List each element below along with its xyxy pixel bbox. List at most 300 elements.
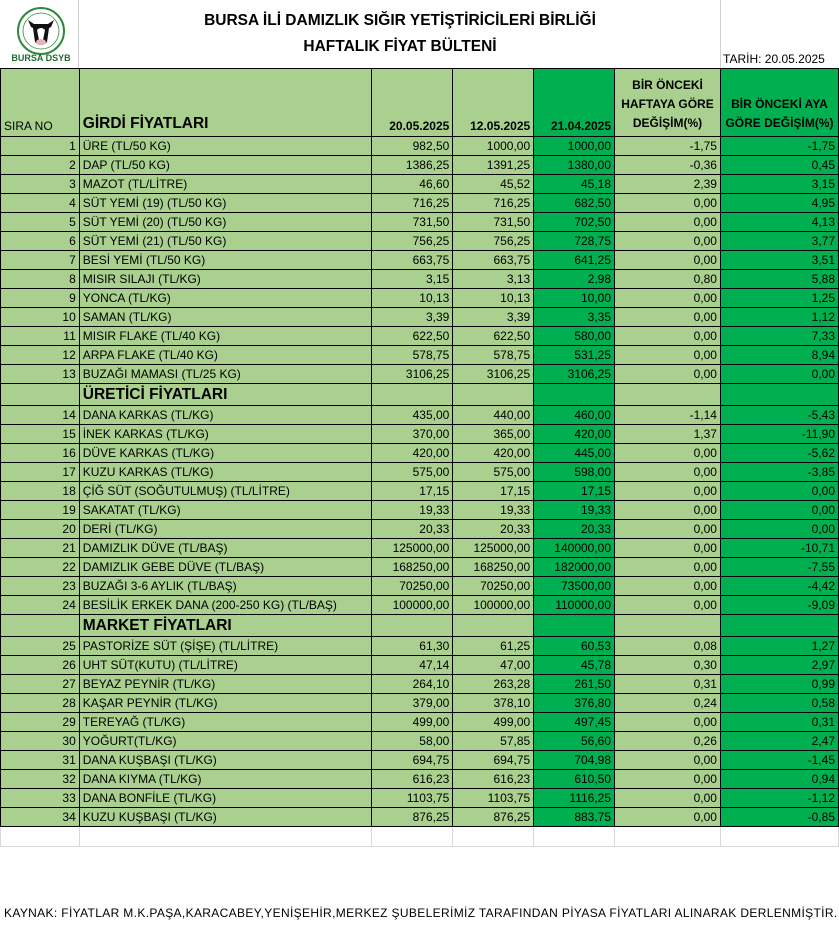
col-monthly-change-line: GÖRE DEĞİŞİM(%) bbox=[725, 116, 834, 130]
table-row bbox=[1, 156, 839, 175]
price-date-3: 45,78 bbox=[534, 656, 615, 675]
price-date-1: 125000,00 bbox=[372, 539, 453, 558]
price-date-2: 100000,00 bbox=[453, 596, 534, 615]
table-row bbox=[1, 270, 839, 289]
weekly-change: 2,39 bbox=[615, 175, 721, 194]
monthly-change: -3,85 bbox=[720, 463, 838, 482]
item-name: DÜVE KARKAS (TL/KG) bbox=[79, 444, 372, 463]
weekly-change: 0,00 bbox=[615, 213, 721, 232]
section-spacer bbox=[720, 384, 838, 406]
monthly-change: 1,25 bbox=[720, 289, 838, 308]
price-date-3: 17,15 bbox=[534, 482, 615, 501]
item-name: ÜRE (TL/50 KG) bbox=[79, 137, 372, 156]
price-date-2: 365,00 bbox=[453, 425, 534, 444]
table-row bbox=[1, 656, 839, 675]
price-date-3: 3,35 bbox=[534, 308, 615, 327]
price-date-2: 1391,25 bbox=[453, 156, 534, 175]
blank-cell bbox=[720, 827, 838, 847]
price-date-3: 580,00 bbox=[534, 327, 615, 346]
price-date-2: 17,15 bbox=[453, 482, 534, 501]
price-date-1: 370,00 bbox=[372, 425, 453, 444]
blank-cell bbox=[615, 827, 721, 847]
price-date-2: 61,25 bbox=[453, 637, 534, 656]
price-date-3: 704,98 bbox=[534, 751, 615, 770]
row-number: 21 bbox=[1, 539, 80, 558]
header-divider bbox=[720, 0, 721, 68]
section-spacer bbox=[615, 615, 721, 637]
price-date-2: 70250,00 bbox=[453, 577, 534, 596]
price-date-1: 379,00 bbox=[372, 694, 453, 713]
section-spacer bbox=[615, 384, 721, 406]
header-row bbox=[1, 69, 839, 137]
row-number: 12 bbox=[1, 346, 80, 365]
header-divider bbox=[78, 0, 79, 68]
price-date-2: 756,25 bbox=[453, 232, 534, 251]
weekly-change: -1,14 bbox=[615, 406, 721, 425]
price-date-3: 3106,25 bbox=[534, 365, 615, 384]
item-name: UHT SÜT(KUTU) (TL/LİTRE) bbox=[79, 656, 372, 675]
row-number: 7 bbox=[1, 251, 80, 270]
price-date-2: 694,75 bbox=[453, 751, 534, 770]
monthly-change: 0,94 bbox=[720, 770, 838, 789]
price-date-1: 420,00 bbox=[372, 444, 453, 463]
price-date-3: 641,25 bbox=[534, 251, 615, 270]
weekly-change: 0,08 bbox=[615, 637, 721, 656]
monthly-change: -9,09 bbox=[720, 596, 838, 615]
price-date-3: 140000,00 bbox=[534, 539, 615, 558]
section-spacer bbox=[720, 615, 838, 637]
price-date-3: 73500,00 bbox=[534, 577, 615, 596]
item-name: DAP (TL/50 KG) bbox=[79, 156, 372, 175]
price-date-1: 578,75 bbox=[372, 346, 453, 365]
item-name: MAZOT (TL/LİTRE) bbox=[79, 175, 372, 194]
monthly-change: 0,58 bbox=[720, 694, 838, 713]
weekly-change: 1,37 bbox=[615, 425, 721, 444]
row-number: 3 bbox=[1, 175, 80, 194]
price-date-3: 497,45 bbox=[534, 713, 615, 732]
item-name: SÜT YEMİ (20) (TL/50 KG) bbox=[79, 213, 372, 232]
monthly-change: 2,47 bbox=[720, 732, 838, 751]
section-row bbox=[1, 384, 839, 406]
price-date-3: 60,53 bbox=[534, 637, 615, 656]
weekly-change: 0,00 bbox=[615, 770, 721, 789]
price-date-2: 440,00 bbox=[453, 406, 534, 425]
weekly-change: 0,00 bbox=[615, 789, 721, 808]
weekly-change: 0,00 bbox=[615, 365, 721, 384]
row-number: 11 bbox=[1, 327, 80, 346]
section-spacer bbox=[453, 615, 534, 637]
price-date-3: 1380,00 bbox=[534, 156, 615, 175]
table-row bbox=[1, 194, 839, 213]
item-name: DERİ (TL/KG) bbox=[79, 520, 372, 539]
blank-cell bbox=[372, 827, 453, 847]
row-number: 19 bbox=[1, 501, 80, 520]
bulletin-title: BURSA İLİ DAMIZLIK SIĞIR YETİŞTİRİCİLERİ BİRLİĞİ bbox=[204, 12, 596, 29]
price-date-2: 45,52 bbox=[453, 175, 534, 194]
price-date-3: 376,80 bbox=[534, 694, 615, 713]
table-row bbox=[1, 175, 839, 194]
price-date-1: 46,60 bbox=[372, 175, 453, 194]
row-number: 10 bbox=[1, 308, 80, 327]
price-table bbox=[0, 68, 839, 847]
price-date-1: 3106,25 bbox=[372, 365, 453, 384]
price-date-3: 261,50 bbox=[534, 675, 615, 694]
table-row bbox=[1, 732, 839, 751]
price-date-1: 3,15 bbox=[372, 270, 453, 289]
price-date-3: 702,50 bbox=[534, 213, 615, 232]
table-row bbox=[1, 251, 839, 270]
row-number: 27 bbox=[1, 675, 80, 694]
price-date-2: 20,33 bbox=[453, 520, 534, 539]
weekly-change: 0,00 bbox=[615, 308, 721, 327]
monthly-change: -11,90 bbox=[720, 425, 838, 444]
table-row bbox=[1, 137, 839, 156]
item-name: SÜT YEMİ (21) (TL/50 KG) bbox=[79, 232, 372, 251]
item-name: DANA KARKAS (TL/KG) bbox=[79, 406, 372, 425]
weekly-change: -0,36 bbox=[615, 156, 721, 175]
price-date-1: 575,00 bbox=[372, 463, 453, 482]
price-date-1: 3,39 bbox=[372, 308, 453, 327]
table-row bbox=[1, 501, 839, 520]
item-name: YOĞURT(TL/KG) bbox=[79, 732, 372, 751]
monthly-change: 0,45 bbox=[720, 156, 838, 175]
price-date-1: 61,30 bbox=[372, 637, 453, 656]
price-date-1: 70250,00 bbox=[372, 577, 453, 596]
price-date-1: 20,33 bbox=[372, 520, 453, 539]
price-date-1: 616,23 bbox=[372, 770, 453, 789]
price-date-2: 125000,00 bbox=[453, 539, 534, 558]
monthly-change: -1,45 bbox=[720, 751, 838, 770]
blank-cell bbox=[79, 827, 372, 847]
weekly-change: 0,00 bbox=[615, 346, 721, 365]
item-name: DAMIZLIK GEBE DÜVE (TL/BAŞ) bbox=[79, 558, 372, 577]
item-name: DANA KIYMA (TL/KG) bbox=[79, 770, 372, 789]
monthly-change: 0,99 bbox=[720, 675, 838, 694]
weekly-change: 0,00 bbox=[615, 713, 721, 732]
price-date-1: 19,33 bbox=[372, 501, 453, 520]
blank-cell bbox=[534, 827, 615, 847]
monthly-change: 1,12 bbox=[720, 308, 838, 327]
section-row bbox=[1, 615, 839, 637]
monthly-change: 7,33 bbox=[720, 327, 838, 346]
weekly-change: 0,30 bbox=[615, 656, 721, 675]
row-number: 31 bbox=[1, 751, 80, 770]
table-row bbox=[1, 482, 839, 501]
price-date-3: 460,00 bbox=[534, 406, 615, 425]
table-row bbox=[1, 463, 839, 482]
price-date-2: 663,75 bbox=[453, 251, 534, 270]
monthly-change: -10,71 bbox=[720, 539, 838, 558]
price-date-1: 100000,00 bbox=[372, 596, 453, 615]
price-date-1: 58,00 bbox=[372, 732, 453, 751]
row-number: 14 bbox=[1, 406, 80, 425]
weekly-change: 0,00 bbox=[615, 327, 721, 346]
item-name: DANA BONFİLE (TL/KG) bbox=[79, 789, 372, 808]
row-number: 18 bbox=[1, 482, 80, 501]
price-date-3: 598,00 bbox=[534, 463, 615, 482]
table-row bbox=[1, 346, 839, 365]
row-number: 1 bbox=[1, 137, 80, 156]
item-name: ÇİĞ SÜT (SOĞUTULMUŞ) (TL/LİTRE) bbox=[79, 482, 372, 501]
row-number: 20 bbox=[1, 520, 80, 539]
weekly-change: 0,00 bbox=[615, 808, 721, 827]
section-spacer bbox=[372, 615, 453, 637]
table-row bbox=[1, 675, 839, 694]
price-date-2: 3106,25 bbox=[453, 365, 534, 384]
table-row bbox=[1, 444, 839, 463]
price-date-2: 616,23 bbox=[453, 770, 534, 789]
monthly-change: 0,31 bbox=[720, 713, 838, 732]
price-date-2: 3,39 bbox=[453, 308, 534, 327]
row-number: 16 bbox=[1, 444, 80, 463]
price-date-2: 57,85 bbox=[453, 732, 534, 751]
weekly-change: 0,00 bbox=[615, 463, 721, 482]
table-row bbox=[1, 425, 839, 444]
price-date-2: 1103,75 bbox=[453, 789, 534, 808]
weekly-change: 0,31 bbox=[615, 675, 721, 694]
weekly-change: 0,00 bbox=[615, 577, 721, 596]
price-date-3: 610,50 bbox=[534, 770, 615, 789]
item-name: ARPA FLAKE (TL/40 KG) bbox=[79, 346, 372, 365]
weekly-change: 0,00 bbox=[615, 558, 721, 577]
row-number: 24 bbox=[1, 596, 80, 615]
monthly-change: -0,85 bbox=[720, 808, 838, 827]
price-date-1: 17,15 bbox=[372, 482, 453, 501]
section-title-girdi: GİRDİ FİYATLARI bbox=[79, 69, 372, 137]
blank-cell bbox=[453, 827, 534, 847]
row-number: 6 bbox=[1, 232, 80, 251]
section-spacer bbox=[1, 384, 80, 406]
item-name: PASTORİZE SÜT (ŞİŞE) (TL/LİTRE) bbox=[79, 637, 372, 656]
price-date-3: 45,18 bbox=[534, 175, 615, 194]
price-date-3: 2,98 bbox=[534, 270, 615, 289]
section-spacer bbox=[372, 384, 453, 406]
bulletin-subtitle: HAFTALIK FİYAT BÜLTENİ bbox=[303, 38, 497, 55]
section-title: MARKET FİYATLARI bbox=[79, 615, 372, 637]
price-date-1: 663,75 bbox=[372, 251, 453, 270]
monthly-change: -1,12 bbox=[720, 789, 838, 808]
item-name: BUZAĞI MAMASI (TL/25 KG) bbox=[79, 365, 372, 384]
table-row bbox=[1, 213, 839, 232]
row-number: 32 bbox=[1, 770, 80, 789]
weekly-change: -1,75 bbox=[615, 137, 721, 156]
section-spacer bbox=[534, 384, 615, 406]
price-date-3: 883,75 bbox=[534, 808, 615, 827]
price-date-3: 182000,00 bbox=[534, 558, 615, 577]
row-number: 33 bbox=[1, 789, 80, 808]
table-row bbox=[1, 596, 839, 615]
weekly-change: 0,00 bbox=[615, 596, 721, 615]
table-row bbox=[1, 770, 839, 789]
monthly-change: 4,13 bbox=[720, 213, 838, 232]
price-date-3: 682,50 bbox=[534, 194, 615, 213]
price-date-2: 575,00 bbox=[453, 463, 534, 482]
price-date-2: 578,75 bbox=[453, 346, 534, 365]
price-date-1: 716,25 bbox=[372, 194, 453, 213]
row-number: 4 bbox=[1, 194, 80, 213]
price-date-1: 694,75 bbox=[372, 751, 453, 770]
weekly-change: 0,00 bbox=[615, 251, 721, 270]
weekly-change: 0,00 bbox=[615, 539, 721, 558]
item-name: BESİLİK ERKEK DANA (200-250 KG) (TL/BAŞ) bbox=[79, 596, 372, 615]
price-date-2: 1000,00 bbox=[453, 137, 534, 156]
table-row bbox=[1, 808, 839, 827]
price-date-1: 731,50 bbox=[372, 213, 453, 232]
row-number: 22 bbox=[1, 558, 80, 577]
row-number: 2 bbox=[1, 156, 80, 175]
table-row bbox=[1, 558, 839, 577]
price-date-2: 19,33 bbox=[453, 501, 534, 520]
col-monthly-change-line: BİR ÖNCEKİ AYA bbox=[731, 97, 828, 111]
price-date-2: 876,25 bbox=[453, 808, 534, 827]
price-date-2: 420,00 bbox=[453, 444, 534, 463]
item-name: MISIR SILAJI (TL/KG) bbox=[79, 270, 372, 289]
price-date-1: 264,10 bbox=[372, 675, 453, 694]
price-date-1: 756,25 bbox=[372, 232, 453, 251]
table-row bbox=[1, 637, 839, 656]
price-date-1: 499,00 bbox=[372, 713, 453, 732]
monthly-change: -7,55 bbox=[720, 558, 838, 577]
table-row bbox=[1, 289, 839, 308]
monthly-change: 4,95 bbox=[720, 194, 838, 213]
monthly-change: 5,88 bbox=[720, 270, 838, 289]
item-name: MISIR FLAKE (TL/40 KG) bbox=[79, 327, 372, 346]
col-date-3: 21.04.2025 bbox=[534, 69, 615, 137]
row-number: 9 bbox=[1, 289, 80, 308]
price-date-2: 499,00 bbox=[453, 713, 534, 732]
monthly-change: 0,00 bbox=[720, 501, 838, 520]
price-date-2: 3,13 bbox=[453, 270, 534, 289]
table-row bbox=[1, 694, 839, 713]
bursa-dsyb-logo bbox=[8, 6, 74, 64]
monthly-change: 0,00 bbox=[720, 365, 838, 384]
table-row bbox=[1, 789, 839, 808]
row-number: 17 bbox=[1, 463, 80, 482]
price-date-1: 47,14 bbox=[372, 656, 453, 675]
weekly-change: 0,00 bbox=[615, 232, 721, 251]
weekly-change: 0,00 bbox=[615, 751, 721, 770]
row-number: 30 bbox=[1, 732, 80, 751]
weekly-change: 0,26 bbox=[615, 732, 721, 751]
price-date-2: 47,00 bbox=[453, 656, 534, 675]
price-date-2: 263,28 bbox=[453, 675, 534, 694]
item-name: DANA KUŞBAŞI (TL/KG) bbox=[79, 751, 372, 770]
weekly-change: 0,80 bbox=[615, 270, 721, 289]
col-weekly-change-line: DEĞİŞİM(%) bbox=[632, 116, 703, 130]
row-number: 29 bbox=[1, 713, 80, 732]
price-date-3: 56,60 bbox=[534, 732, 615, 751]
item-name: BUZAĞI 3-6 AYLIK (TL/BAŞ) bbox=[79, 577, 372, 596]
price-date-1: 435,00 bbox=[372, 406, 453, 425]
weekly-change: 0,00 bbox=[615, 289, 721, 308]
price-date-1: 10,13 bbox=[372, 289, 453, 308]
monthly-change: 0,00 bbox=[720, 482, 838, 501]
monthly-change: -1,75 bbox=[720, 137, 838, 156]
table-row bbox=[1, 308, 839, 327]
price-date-3: 1116,25 bbox=[534, 789, 615, 808]
blank-cell bbox=[1, 827, 80, 847]
item-name: TEREYAĞ (TL/KG) bbox=[79, 713, 372, 732]
monthly-change: 3,15 bbox=[720, 175, 838, 194]
monthly-change: -4,42 bbox=[720, 577, 838, 596]
price-date-2: 378,10 bbox=[453, 694, 534, 713]
price-date-2: 10,13 bbox=[453, 289, 534, 308]
item-name: SÜT YEMİ (19) (TL/50 KG) bbox=[79, 194, 372, 213]
row-number: 26 bbox=[1, 656, 80, 675]
item-name: SAMAN (TL/KG) bbox=[79, 308, 372, 327]
row-number: 25 bbox=[1, 637, 80, 656]
col-date-2: 12.05.2025 bbox=[453, 69, 534, 137]
monthly-change: 3,51 bbox=[720, 251, 838, 270]
price-date-3: 445,00 bbox=[534, 444, 615, 463]
weekly-change: 0,00 bbox=[615, 444, 721, 463]
row-number: 5 bbox=[1, 213, 80, 232]
col-weekly-change bbox=[615, 69, 721, 137]
monthly-change: -5,62 bbox=[720, 444, 838, 463]
price-date-3: 10,00 bbox=[534, 289, 615, 308]
price-date-3: 1000,00 bbox=[534, 137, 615, 156]
price-date-2: 168250,00 bbox=[453, 558, 534, 577]
row-number: 23 bbox=[1, 577, 80, 596]
table-row bbox=[1, 520, 839, 539]
monthly-change: 2,97 bbox=[720, 656, 838, 675]
item-name: BEYAZ PEYNİR (TL/KG) bbox=[79, 675, 372, 694]
weekly-change: 0,00 bbox=[615, 194, 721, 213]
monthly-change: 8,94 bbox=[720, 346, 838, 365]
price-date-2: 622,50 bbox=[453, 327, 534, 346]
price-date-3: 20,33 bbox=[534, 520, 615, 539]
table-row bbox=[1, 713, 839, 732]
item-name: KUZU KUŞBAŞI (TL/KG) bbox=[79, 808, 372, 827]
table-row bbox=[1, 406, 839, 425]
section-spacer bbox=[1, 615, 80, 637]
price-date-2: 731,50 bbox=[453, 213, 534, 232]
table-row bbox=[1, 232, 839, 251]
price-date-3: 728,75 bbox=[534, 232, 615, 251]
price-date-3: 531,25 bbox=[534, 346, 615, 365]
price-date-3: 19,33 bbox=[534, 501, 615, 520]
table-row bbox=[1, 327, 839, 346]
item-name: KAŞAR PEYNİR (TL/KG) bbox=[79, 694, 372, 713]
source-note: KAYNAK: FİYATLAR M.K.PAŞA,KARACABEY,YENİŞEHİR,MERKEZ ŞUBELERİMİZ TARAFINDAN PİYASA FİYATLARI ALINARAK DERLENMİŞTİR. bbox=[4, 906, 838, 920]
monthly-change: 3,77 bbox=[720, 232, 838, 251]
blank-row bbox=[1, 827, 839, 847]
section-title: ÜRETİCİ FİYATLARI bbox=[79, 384, 372, 406]
weekly-change: 0,00 bbox=[615, 501, 721, 520]
price-date-1: 1386,25 bbox=[372, 156, 453, 175]
monthly-change: -5,43 bbox=[720, 406, 838, 425]
table-row bbox=[1, 751, 839, 770]
monthly-change: 1,27 bbox=[720, 637, 838, 656]
col-sira-no: SIRA NO bbox=[1, 69, 80, 137]
price-date-1: 1103,75 bbox=[372, 789, 453, 808]
price-date-1: 622,50 bbox=[372, 327, 453, 346]
row-number: 13 bbox=[1, 365, 80, 384]
table-row bbox=[1, 365, 839, 384]
col-weekly-change-line: BİR ÖNCEKİ bbox=[632, 78, 703, 92]
col-date-1: 20.05.2025 bbox=[372, 69, 453, 137]
table-row bbox=[1, 577, 839, 596]
col-monthly-change bbox=[720, 69, 838, 137]
price-date-3: 110000,00 bbox=[534, 596, 615, 615]
weekly-change: 0,00 bbox=[615, 520, 721, 539]
section-spacer bbox=[453, 384, 534, 406]
table-row bbox=[1, 539, 839, 558]
weekly-change: 0,24 bbox=[615, 694, 721, 713]
item-name: BESİ YEMİ (TL/50 KG) bbox=[79, 251, 372, 270]
price-date-3: 420,00 bbox=[534, 425, 615, 444]
row-number: 28 bbox=[1, 694, 80, 713]
